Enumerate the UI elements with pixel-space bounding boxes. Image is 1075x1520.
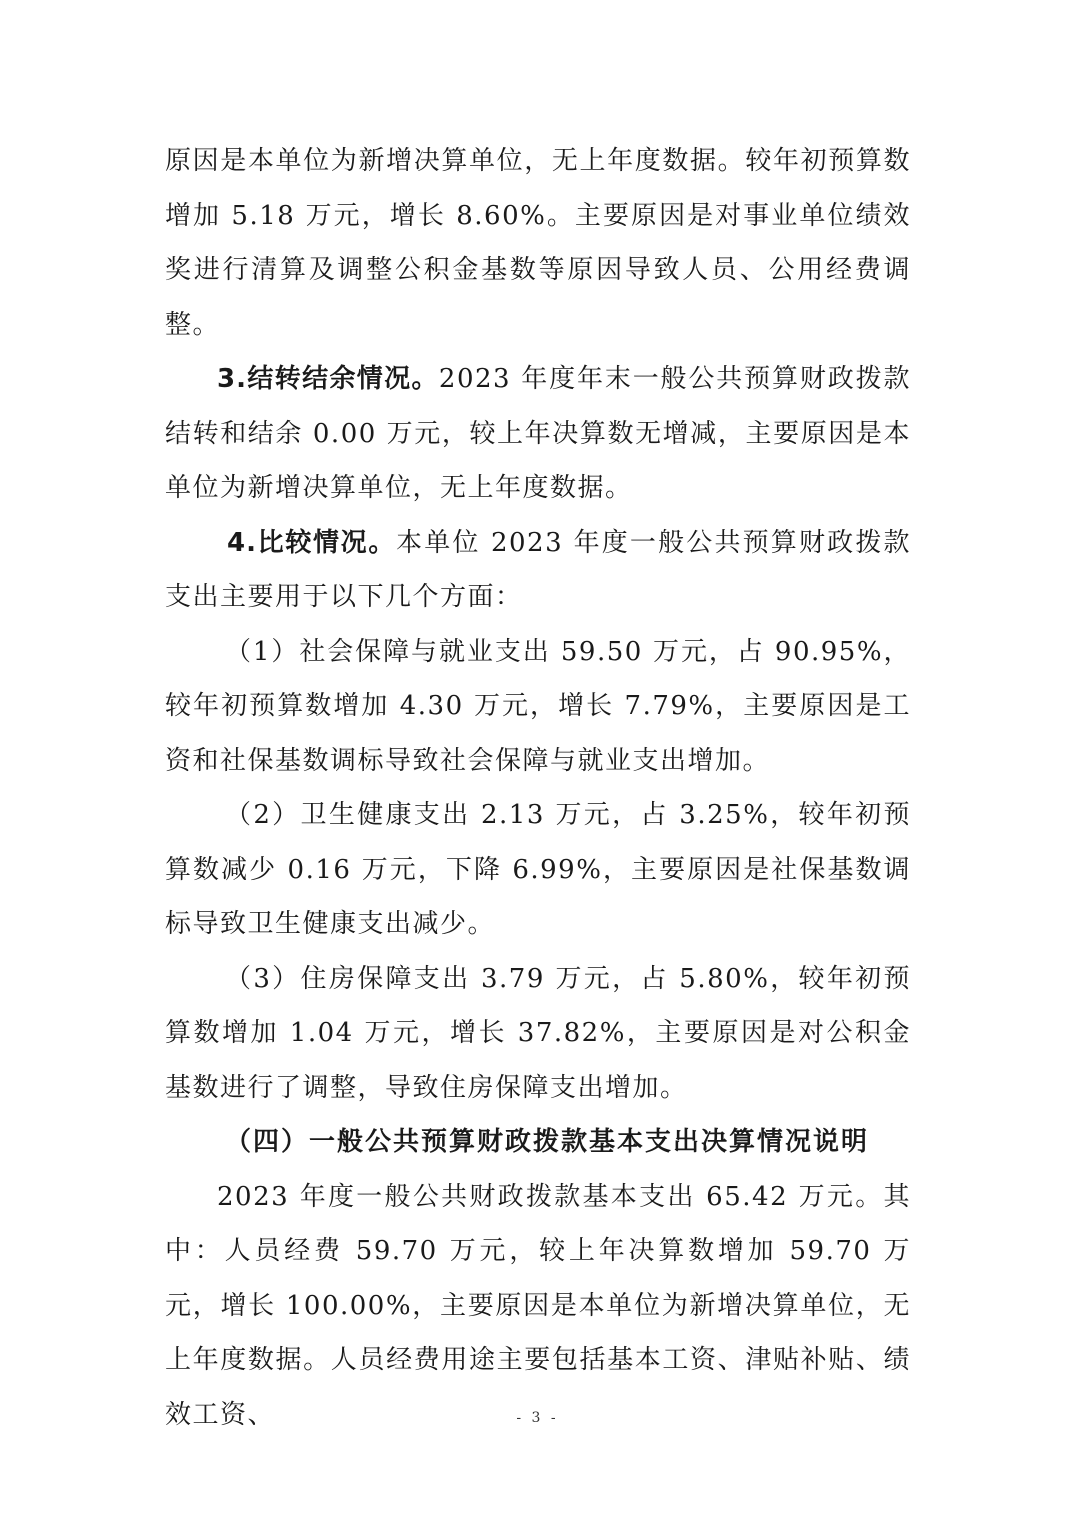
carryover-heading: 3.结转结余情况。: [217, 364, 439, 394]
comparison-heading: 4.比较情况。: [227, 527, 397, 558]
paragraph-continuation: 原因是本单位为新增决算单位，无上年度数据。较年初预算数增加 5.18 万元，增长 8.60%。主要原因是对事业单位绩效奖进行清算及调整公积金基数等原因导致人员、公用经费调整。: [165, 146, 911, 340]
comparison-body: 本单位 2023 年度一般公共预算财政拨款支出主要用于以下几个方面：: [165, 527, 911, 612]
paragraph-item-housing: （3）住房保障支出 3.79 万元，占 5.80%，较年初预算数增加 1.04 万元，增长 37.82%，主要原因是对公积金基数进行了调整，导致住房保障支出增加。: [165, 963, 911, 1103]
paragraph-item-health: （2）卫生健康支出 2.13 万元，占 3.25%，较年初预算数减少 0.16 万元，下降 6.99%，主要原因是社保基数调标导致卫生健康支出减少。: [165, 800, 911, 939]
page-number: - 3 -: [516, 1410, 559, 1426]
section-title: （四）一般公共预算财政拨款基本支出决算情况说明: [225, 1127, 870, 1157]
paragraph-basic-expenditure: 2023 年度一般公共财政拨款基本支出 65.42 万元。其中：人员经费 59.70 万元，较上年决算数增加 59.70 万元，增长 100.00%，主要原因是本单位为新增决算单位，无上年度数据。人员经费用途主要包括基本工资、津贴补贴、绩效工资、: [165, 1181, 911, 1430]
paragraph-item-social-security: （1）社会保障与就业支出 59.50 万元，占 90.95%，较年初预算数增加 4.30 万元，增长 7.79%，主要原因是工资和社保基数调标导致社会保障与就业支出增加。: [165, 636, 911, 776]
carryover-body: 2023 年度年末一般公共预算财政拨款结转和结余 0.00 万元，较上年决算数无增减，主要原因是本单位为新增决算单位，无上年度数据。: [165, 364, 912, 503]
paragraph-comparison: [165, 516, 911, 625]
paragraph-carryover-balance: [165, 352, 911, 516]
document-page: [165, 134, 911, 1442]
